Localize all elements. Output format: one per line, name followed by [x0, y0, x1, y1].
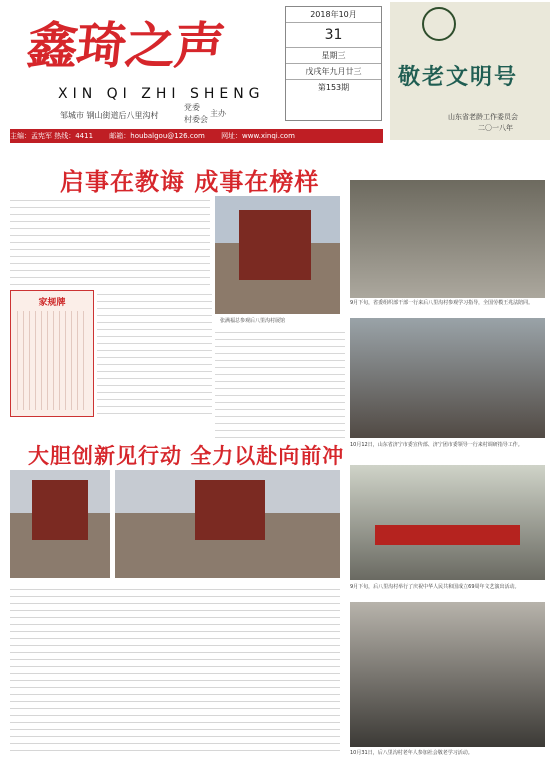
newspaper-title: 鑫琦之声: [24, 16, 227, 75]
date-month: 2018年10月: [286, 7, 381, 23]
inset-title: 家规牌: [38, 298, 66, 308]
second-headline: 大胆创新见行动 全力以赴向前冲: [28, 443, 345, 468]
caption-photo-3: 10月12日，山东省济宁市委宣传部、济宁团市委领导一行来村调研指导工作。: [350, 442, 523, 448]
date-box: [285, 6, 382, 121]
caption-photo-1: 张满福总参观后八里沟村展馆: [220, 318, 286, 324]
masthead: [0, 0, 555, 152]
info-bar: [10, 129, 383, 143]
seal-year: 二〇一八年: [478, 124, 513, 132]
publisher-vertical-b: 村委会: [184, 115, 208, 124]
photo-elderly-meeting: [350, 602, 545, 747]
main-headline: 启事在教诲 成事在榜样: [60, 167, 320, 196]
caption-photo-2: 9月下旬，省委组织部干部一行来后八里沟村参观学习指导，全国劳模王兆法陪同。: [350, 300, 534, 306]
photo-visitors-exhibit: [350, 180, 545, 298]
honor-seal: [390, 2, 550, 140]
caption-photo-5: 10月31日，后八里沟村老年人参加社会敬老学习活动。: [350, 750, 473, 756]
publisher-vertical-a: 党委: [184, 103, 200, 112]
photo-stage-performance: [350, 465, 545, 580]
seal-issuer: 山东省老龄工作委员会: [448, 113, 518, 121]
caption-photo-4: 9月下旬，后八里沟村举行了庆祝中华人民共和国成立69周年文艺演出活动。: [350, 584, 520, 590]
family-rules-inset: [10, 290, 94, 417]
photo-monument-group: [10, 470, 110, 578]
photo-monument-row: [115, 470, 340, 578]
info-website: 网址：www.xinqi.com: [221, 132, 295, 140]
publisher-address: 邹城市 钢山街道后八里沟村: [60, 111, 159, 120]
emblem-icon: [422, 7, 456, 41]
date-weekday: 星期三: [286, 48, 381, 64]
info-editor: 主编：孟宪军 热线：4411: [10, 132, 94, 140]
article-body-2: [97, 290, 212, 415]
publisher-vertical-c: 主办: [210, 109, 226, 118]
seal-motto: 敬老文明号: [398, 64, 519, 90]
info-email: 邮箱：houbalgou@126.com: [109, 132, 205, 140]
photo-monument: [215, 196, 340, 314]
article-body-3: [215, 328, 345, 443]
title-pinyin: XIN QI ZHI SHENG: [58, 86, 265, 102]
photo-officials-visit: [350, 318, 545, 438]
issue-number: 第153期: [317, 83, 350, 92]
article-body-1: [10, 196, 210, 286]
date-lunar: 戊戌年九月廿三: [286, 64, 381, 80]
date-day: 31: [286, 23, 381, 48]
article-body-4: [10, 585, 340, 755]
